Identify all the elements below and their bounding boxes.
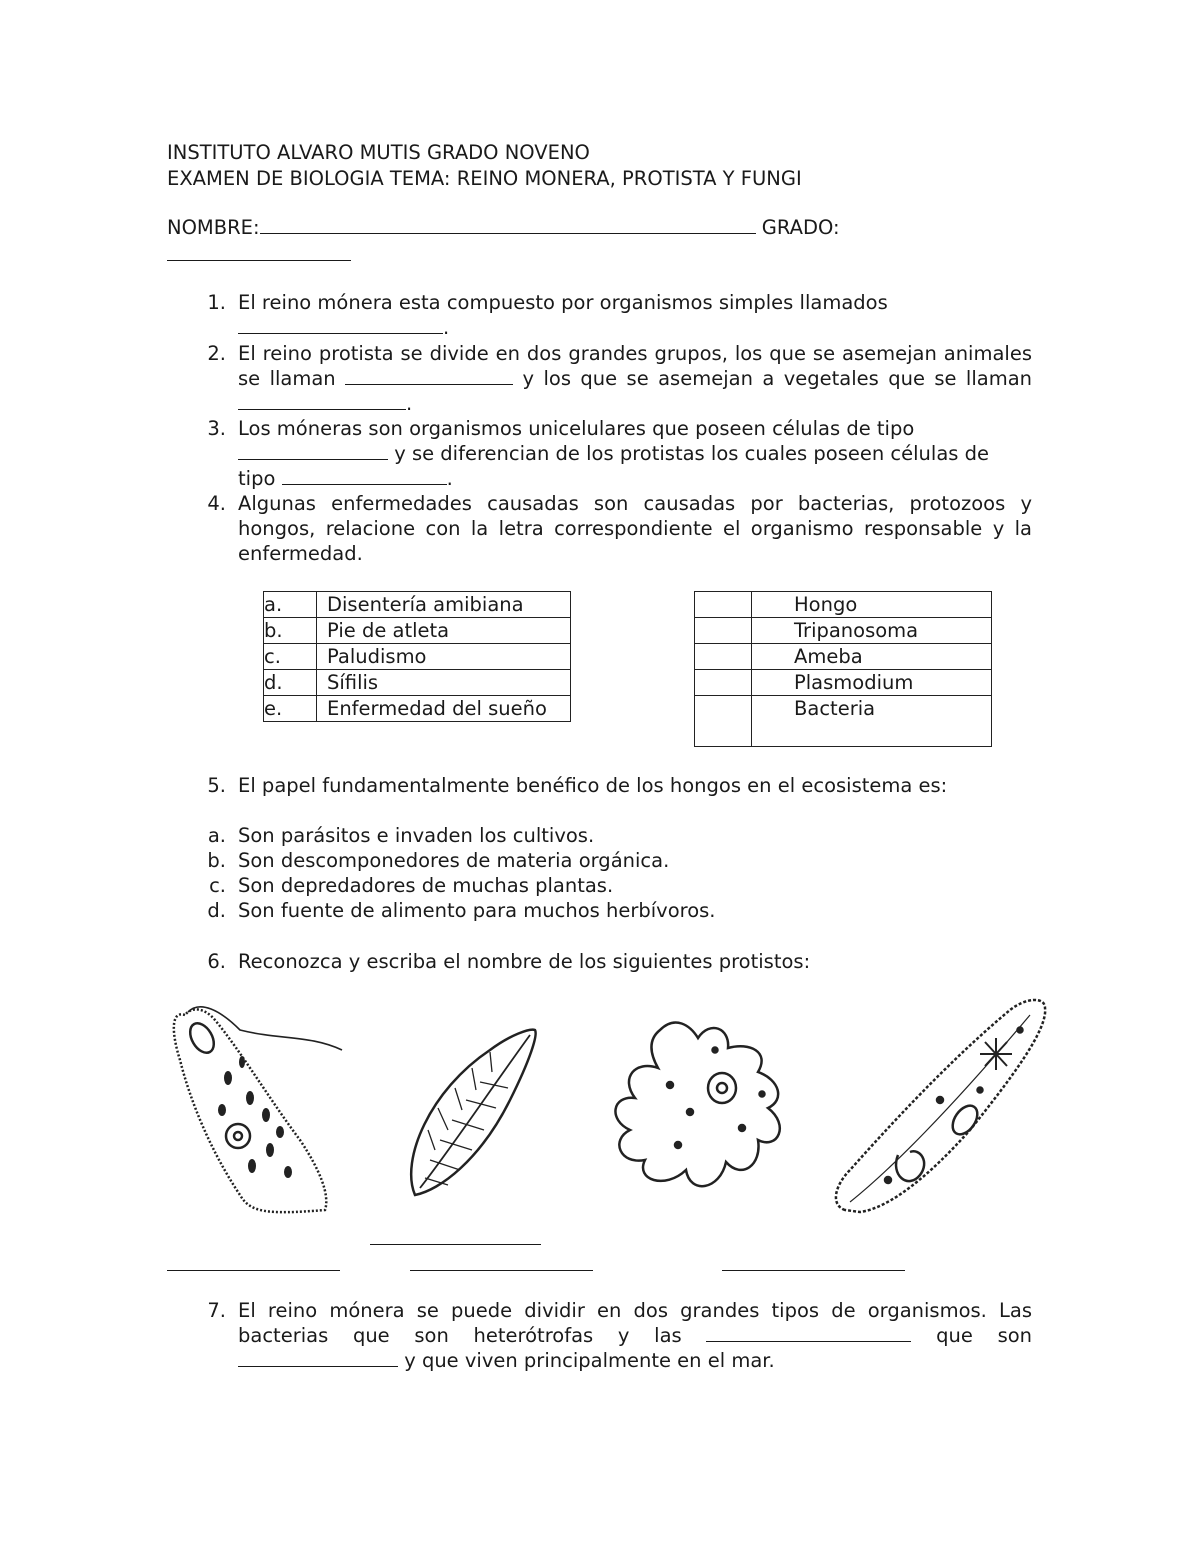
- diseases-table: [263, 591, 571, 722]
- question-4: [200, 491, 1032, 566]
- question-2: 2. El reino protista se divide en dos grandes grupos, los que se asemejan animales se llaman y los que se asemejan a vegetales que se llaman .: [200, 341, 1032, 416]
- question-text: Algunas enfermedades causadas son causadas por bacterias, protozoos y hongos, relacione con la letra correspondiente el organismo responsable y la enfermedad.: [238, 492, 1032, 565]
- table-row: Tripanosoma: [695, 618, 992, 644]
- question-text: El reino mónera se puede dividir en dos grandes tipos de organismos. Las bacterias que son heterótrofas y las: [238, 1299, 1032, 1347]
- table-row: d. Sífilis: [264, 670, 571, 696]
- match-letter-input[interactable]: [695, 696, 752, 747]
- amoeba-icon: [615, 1022, 779, 1186]
- grade-field[interactable]: [167, 260, 351, 261]
- answer-blank[interactable]: [238, 391, 406, 410]
- question-text: Reconozca y escriba el nombre de los siguientes protistos:: [238, 950, 811, 973]
- answer-blank[interactable]: [282, 466, 447, 485]
- option-a[interactable]: a. Son parásitos e invaden los cultivos.: [207, 824, 595, 847]
- question-number: 3.: [207, 417, 226, 440]
- paramecium-icon: [836, 1000, 1045, 1212]
- match-letter-input[interactable]: [695, 644, 752, 670]
- answer-blank[interactable]: [238, 315, 443, 334]
- question-text: y se diferencian de los protistas los cuales poseen células de tipo: [238, 442, 990, 490]
- school-title: INSTITUTO ALVARO MUTIS GRADO NOVENO: [167, 141, 590, 164]
- question-text: y que viven principalmente en el mar.: [404, 1349, 775, 1372]
- match-letter-input[interactable]: [695, 592, 752, 618]
- name-field[interactable]: [260, 215, 756, 234]
- answer-blank[interactable]: [238, 441, 388, 460]
- match-letter-input[interactable]: [695, 670, 752, 696]
- question-number: 7.: [207, 1299, 226, 1322]
- exam-title: EXAMEN DE BIOLOGIA TEMA: REINO MONERA, PROTISTA Y FUNGI: [167, 167, 802, 190]
- question-text: y los que se asemejan a vegetales que se llaman: [522, 367, 1033, 390]
- euglena-icon: [174, 1007, 342, 1212]
- option-d[interactable]: d. Son fuente de alimento para muchos herbívoros.: [207, 899, 716, 922]
- question-number: 6.: [207, 950, 226, 973]
- table-row: Bacteria: [695, 696, 992, 747]
- question-number: 4.: [207, 492, 226, 515]
- table-row: Hongo: [695, 592, 992, 618]
- question-text: El reino mónera esta compuesto por organismos simples llamados: [238, 291, 888, 314]
- question-number: 1.: [207, 291, 226, 314]
- protist-4-answer[interactable]: [722, 1270, 905, 1271]
- answer-blank[interactable]: [345, 366, 513, 385]
- table-row: c. Paludismo: [264, 644, 571, 670]
- grade-label: GRADO:: [761, 216, 840, 239]
- diatom-icon: [411, 1030, 535, 1195]
- table-row: b. Pie de atleta: [264, 618, 571, 644]
- name-label: NOMBRE:: [167, 216, 260, 239]
- table-row: a. Disentería amibiana: [264, 592, 571, 618]
- question-text: que son: [936, 1324, 1033, 1347]
- option-c[interactable]: c. Son depredadores de muchas plantas.: [209, 874, 614, 897]
- protist-3-answer[interactable]: [410, 1270, 593, 1271]
- answer-blank[interactable]: [706, 1323, 911, 1342]
- match-letter-input[interactable]: [695, 618, 752, 644]
- protists-illustrations: [130, 990, 1060, 1230]
- table-row: Ameba: [695, 644, 992, 670]
- question-7: [200, 1298, 1032, 1373]
- table-row: e. Enfermedad del sueño: [264, 696, 571, 722]
- table-row: Plasmodium: [695, 670, 992, 696]
- protist-1-answer[interactable]: [167, 1270, 340, 1271]
- question-text: Los móneras son organismos unicelulares que poseen células de tipo: [238, 417, 915, 440]
- question-number: 5.: [207, 774, 226, 797]
- answer-blank[interactable]: [238, 1348, 398, 1367]
- question-text: El papel fundamentalmente benéfico de los hongos en el ecosistema es:: [238, 774, 948, 797]
- question-6: [200, 949, 1032, 974]
- option-b[interactable]: b. Son descomponedores de materia orgánica.: [207, 849, 670, 872]
- protist-2-answer[interactable]: [370, 1244, 541, 1245]
- question-3: 3. Los móneras son organismos unicelulares que poseen células de tipo y se diferencian de los protistas los cuales poseen células de tipo .: [200, 416, 1032, 491]
- question-text: El reino protista se divide en dos grandes grupos, los que se asemejan animales se llaman: [238, 342, 1032, 390]
- question-1: 1. El reino mónera esta compuesto por organismos simples llamados .: [200, 290, 1032, 340]
- name-row: [167, 215, 840, 240]
- organisms-table: [694, 591, 992, 747]
- question-5: [200, 773, 1032, 798]
- question-number: 2.: [207, 342, 226, 365]
